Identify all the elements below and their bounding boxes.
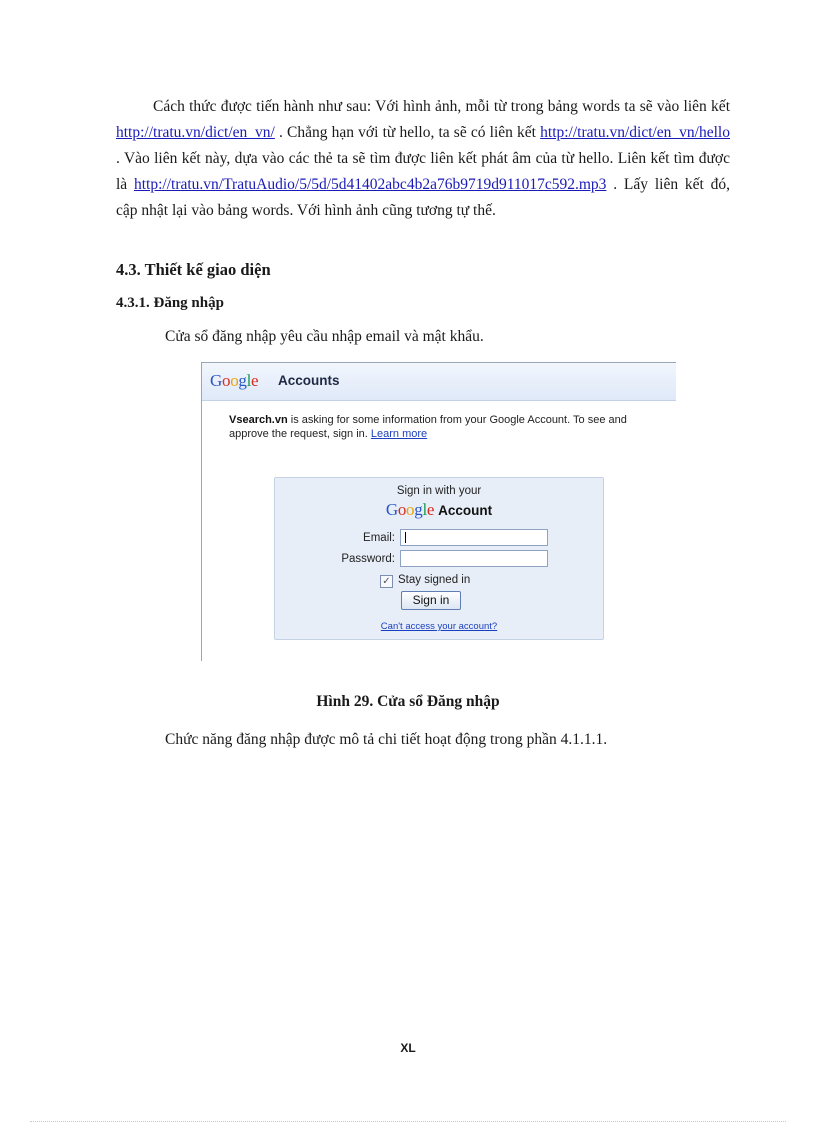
body-paragraph [116,94,730,224]
request-message [229,413,649,441]
accounts-title: Accounts [278,373,340,388]
password-field[interactable] [400,550,548,567]
hello-link[interactable]: http://tratu.vn/dict/en_vn/hello [540,124,730,141]
request-text: is asking for some information from your Google Account. To see and approve the request, sign in. [229,414,627,440]
paragraph-text: Cách thức được tiến hành như sau: Với hình ảnh, mỗi từ trong bảng words ta sẽ vào liên kết [153,98,730,115]
paragraph-text: . Lấy liên kết đó, cập nhật lại vào bảng words. Với hình ảnh cũng tương tự thế. [116,176,731,219]
login-description: Cửa sổ đăng nhập yêu cầu nhập email và mật khẩu. [165,328,484,345]
sign-in-brand [275,500,603,520]
page-number: XL [400,1041,416,1055]
google-logo: Google [210,371,259,390]
dict-link[interactable]: http://tratu.vn/dict/en_vn/ [116,124,275,141]
paragraph-text: . Chẳng hạn với từ hello, ta sẽ có liên kết [274,124,541,141]
learn-more-link[interactable]: Learn more [370,428,428,440]
sign-in-button[interactable]: Sign in [401,591,461,610]
sign-in-box [274,477,604,640]
sign-in-prompt: Sign in with your [396,485,482,497]
login-screenshot [201,362,676,661]
paragraph-text: . Vào liên kết này, dựa vào các thẻ ta sẽ tìm được liên kết phát âm của từ hello. Liên kết tìm được là [116,150,730,193]
account-label: Account [438,503,493,518]
site-name: Vsearch.vn [229,414,288,426]
function-description: Chức năng đăng nhập được mô tả chi tiết hoạt động trong phần 4.1.1.1. [165,731,608,748]
accounts-header [202,363,676,401]
section-heading: 4.3. Thiết kế giao diện [116,260,271,279]
subsection-heading: 4.3.1. Đăng nhập [116,295,224,311]
figure-caption: Hình 29. Cửa sổ Đăng nhập [316,693,500,710]
text-caret [405,532,406,543]
page-divider [30,1121,786,1122]
password-label: Password: [341,553,395,565]
audio-link[interactable]: http://tratu.vn/TratuAudio/5/5d/5d41402abc4b2a76b9719d911017c592.mp3 [134,176,607,193]
stay-signed-in-label: Stay signed in [398,574,471,586]
email-label: Email: [363,532,395,544]
stay-signed-in-checkbox[interactable]: ✓ [380,575,393,588]
email-field[interactable] [400,529,548,546]
google-logo: Google [385,500,435,519]
cant-access-link[interactable]: Can't access your account? [380,621,498,632]
